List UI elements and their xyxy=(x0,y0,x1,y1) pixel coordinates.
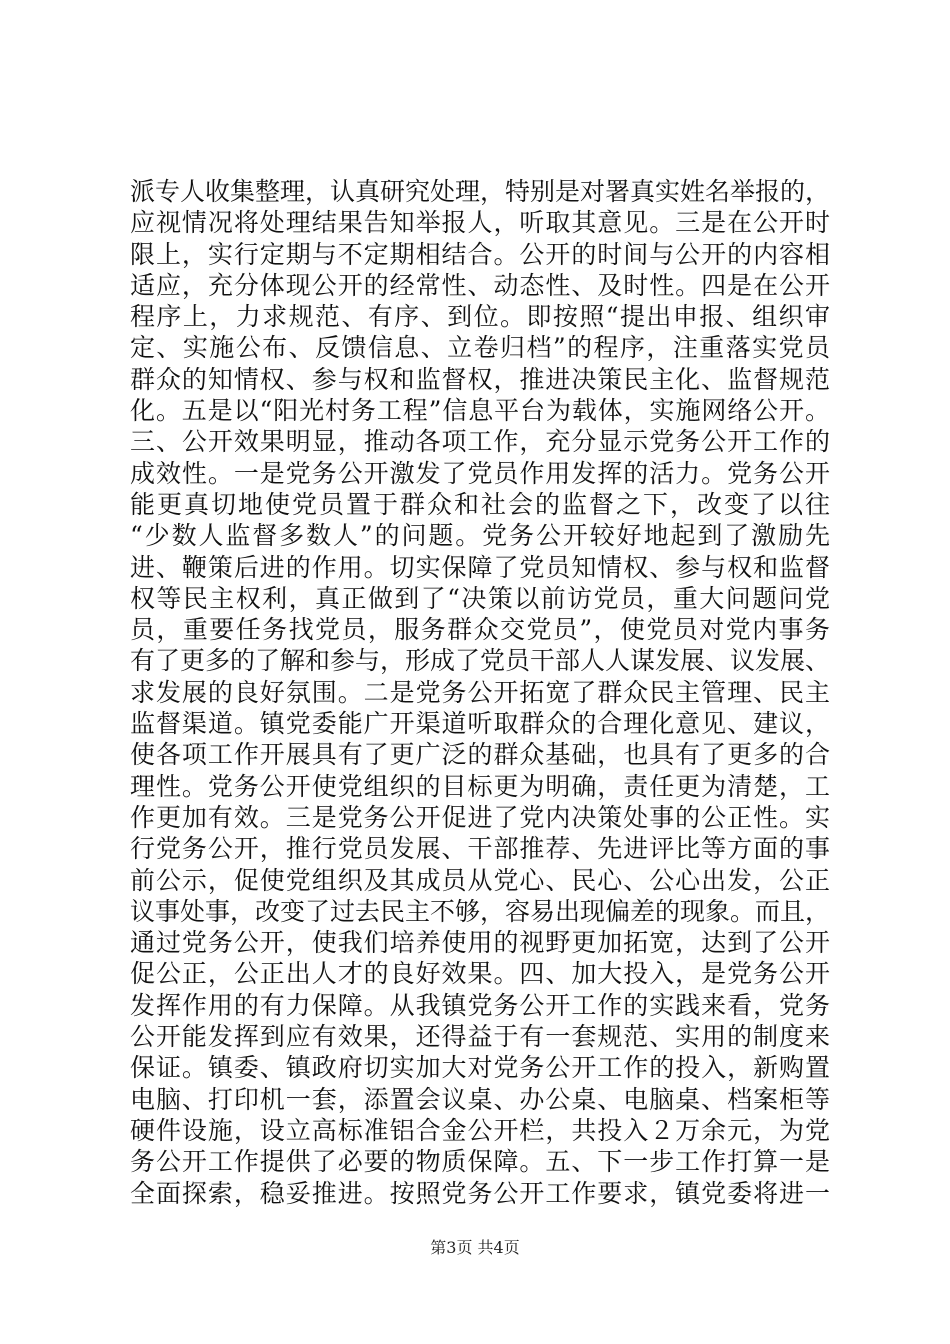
text-line: 促公正，公正出人才的良好效果。四、加大投入，是党务公开 xyxy=(130,959,830,989)
text-line: 公开能发挥到应有效果，还得益于有一套规范、实用的制度来 xyxy=(130,1022,830,1052)
text-line: 使各项工作开展具有了更广泛的群众基础，也具有了更多的合 xyxy=(130,740,830,770)
text-line: 通过党务公开，使我们培养使用的视野更加拓宽，达到了公开 xyxy=(130,928,830,958)
text-line: 能更真切地使党员置于群众和社会的监督之下，改变了以往 xyxy=(130,489,830,519)
text-line: 定、实施公布、反馈信息、立卷归档”的程序，注重落实党员 xyxy=(130,333,830,363)
text-line: 电脑、打印机一套，添置会议桌、办公桌、电脑桌、档案柜等 xyxy=(130,1084,830,1114)
text-line: 务公开工作提供了必要的物质保障。五、下一步工作打算一是 xyxy=(130,1147,830,1177)
body-text xyxy=(130,176,830,1209)
text-line: 作更加有效。三是党务公开促进了党内决策处事的公正性。实 xyxy=(130,802,830,832)
text-line: 理性。党务公开使党组织的目标更为明确，责任更为清楚，工 xyxy=(130,771,830,801)
text-line: 三、公开效果明显，推动各项工作，充分显示党务公开工作的 xyxy=(130,427,830,457)
text-line: 程序上，力求规范、有序、到位。即按照“提出申报、组织审 xyxy=(130,302,830,332)
page-footer xyxy=(0,1238,950,1258)
text-line: 硬件设施，设立高标准铝合金公开栏，共投入２万余元，为党 xyxy=(130,1115,830,1145)
text-line: 行党务公开，推行党员发展、干部推荐、先进评比等方面的事 xyxy=(130,834,830,864)
text-line: 议事处事，改变了过去民主不够，容易出现偏差的现象。而且， xyxy=(130,896,831,926)
text-line: 有了更多的了解和参与，形成了党员干部人人谋发展、议发展、 xyxy=(130,646,831,676)
text-line: 派专人收集整理，认真研究处理，特别是对署真实姓名举报的， xyxy=(130,177,831,206)
text-line: 监督渠道。镇党委能广开渠道听取群众的合理化意见、建议， xyxy=(130,709,830,739)
text-line: 求发展的良好氛围。二是党务公开拓宽了群众民主管理、民主 xyxy=(130,677,830,707)
text-line: 化。五是以“阳光村务工程”信息平台为载体，实施网络公开。 xyxy=(130,396,830,426)
text-line: “少数人监督多数人”的问题。党务公开较好地起到了激励先 xyxy=(130,521,830,551)
text-line: 全面探索，稳妥推进。按照党务公开工作要求，镇党委将进一 xyxy=(130,1178,830,1208)
text-line: 前公示，促使党组织及其成员从党心、民心、公心出发，公正 xyxy=(130,865,830,895)
text-line: 成效性。一是党务公开激发了党员作用发挥的活力。党务公开 xyxy=(130,458,830,488)
page-number: 第3页 共4页 xyxy=(430,1238,520,1257)
text-line: 权等民主权利，真正做到了“决策以前访党员，重大问题问党 xyxy=(130,583,830,613)
text-line: 群众的知情权、参与权和监督权，推进决策民主化、监督规范 xyxy=(130,364,830,394)
text-line: 员，重要任务找党员，服务群众交党员”，使党员对党内事务 xyxy=(130,615,830,645)
text-line: 保证。镇委、镇政府切实加大对党务公开工作的投入，新购置 xyxy=(130,1053,830,1083)
text-line: 发挥作用的有力保障。从我镇党务公开工作的实践来看，党务 xyxy=(130,990,830,1020)
text-line: 限上，实行定期与不定期相结合。公开的时间与公开的内容相 xyxy=(130,239,830,269)
text-line: 应视情况将处理结果告知举报人，听取其意见。三是在公开时 xyxy=(130,208,830,238)
text-line: 适应，充分体现公开的经常性、动态性、及时性。四是在公开 xyxy=(130,270,830,300)
text-line: 进、鞭策后进的作用。切实保障了党员知情权、参与权和监督 xyxy=(130,552,830,582)
